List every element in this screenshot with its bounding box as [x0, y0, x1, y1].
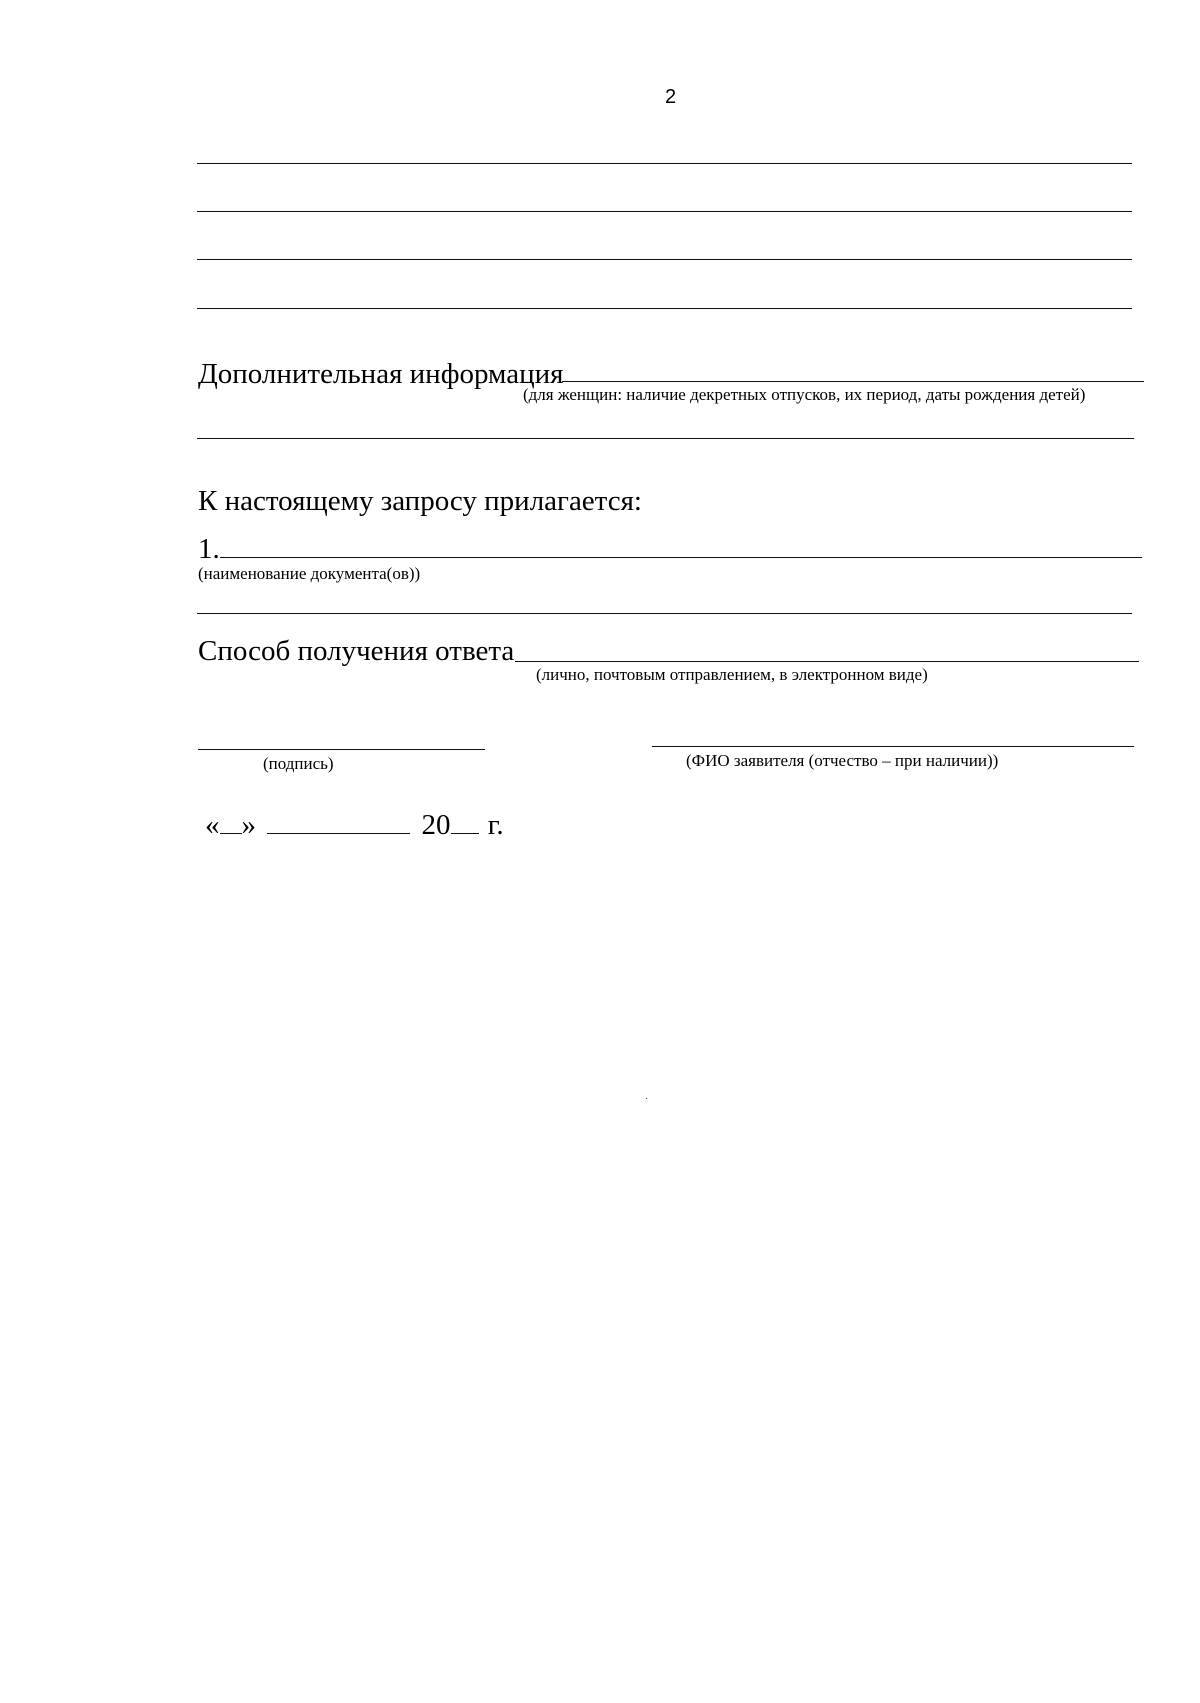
applicant-name-hint: (ФИО заявителя (отчество – при наличии)) [686, 751, 999, 770]
attachment-field-line-2[interactable] [197, 613, 1132, 614]
scan-speck: ․ [645, 1091, 649, 1101]
response-method-field[interactable] [515, 661, 1139, 662]
additional-info-hint: (для женщин: наличие декретных отпусков, их период, даты рождения детей) [523, 385, 1086, 404]
page-number: 2 [664, 86, 677, 108]
response-method-hint: (лично, почтовым отправлением, в электронном виде) [536, 665, 928, 684]
applicant-name-field[interactable] [652, 746, 1134, 747]
signature-field[interactable] [198, 749, 485, 750]
additional-info-label: Дополнительная информация [198, 358, 564, 390]
attachments-heading: К настоящему запросу прилагается: [198, 485, 642, 517]
date-open-quote: « [205, 809, 220, 841]
year-field[interactable] [451, 811, 479, 834]
blank-line-3[interactable] [197, 259, 1132, 260]
attachment-hint: (наименование документа(ов)) [198, 564, 421, 583]
month-field[interactable] [267, 811, 410, 834]
date-row [205, 811, 504, 840]
year-suffix: г. [487, 809, 504, 841]
date-close-quote: » [241, 809, 256, 841]
additional-info-field-line-2[interactable] [197, 438, 1134, 439]
blank-line-4[interactable] [197, 308, 1132, 309]
additional-info-field[interactable] [562, 381, 1144, 382]
blank-line-1[interactable] [197, 163, 1132, 164]
attachment-item-number: 1. [198, 533, 220, 565]
response-method-label: Способ получения ответа [198, 635, 515, 667]
signature-hint: (подпись) [263, 754, 334, 773]
year-prefix: 20 [421, 809, 451, 841]
day-field[interactable] [220, 811, 242, 834]
blank-line-2[interactable] [197, 211, 1132, 212]
attachment-item-field[interactable] [220, 557, 1142, 558]
